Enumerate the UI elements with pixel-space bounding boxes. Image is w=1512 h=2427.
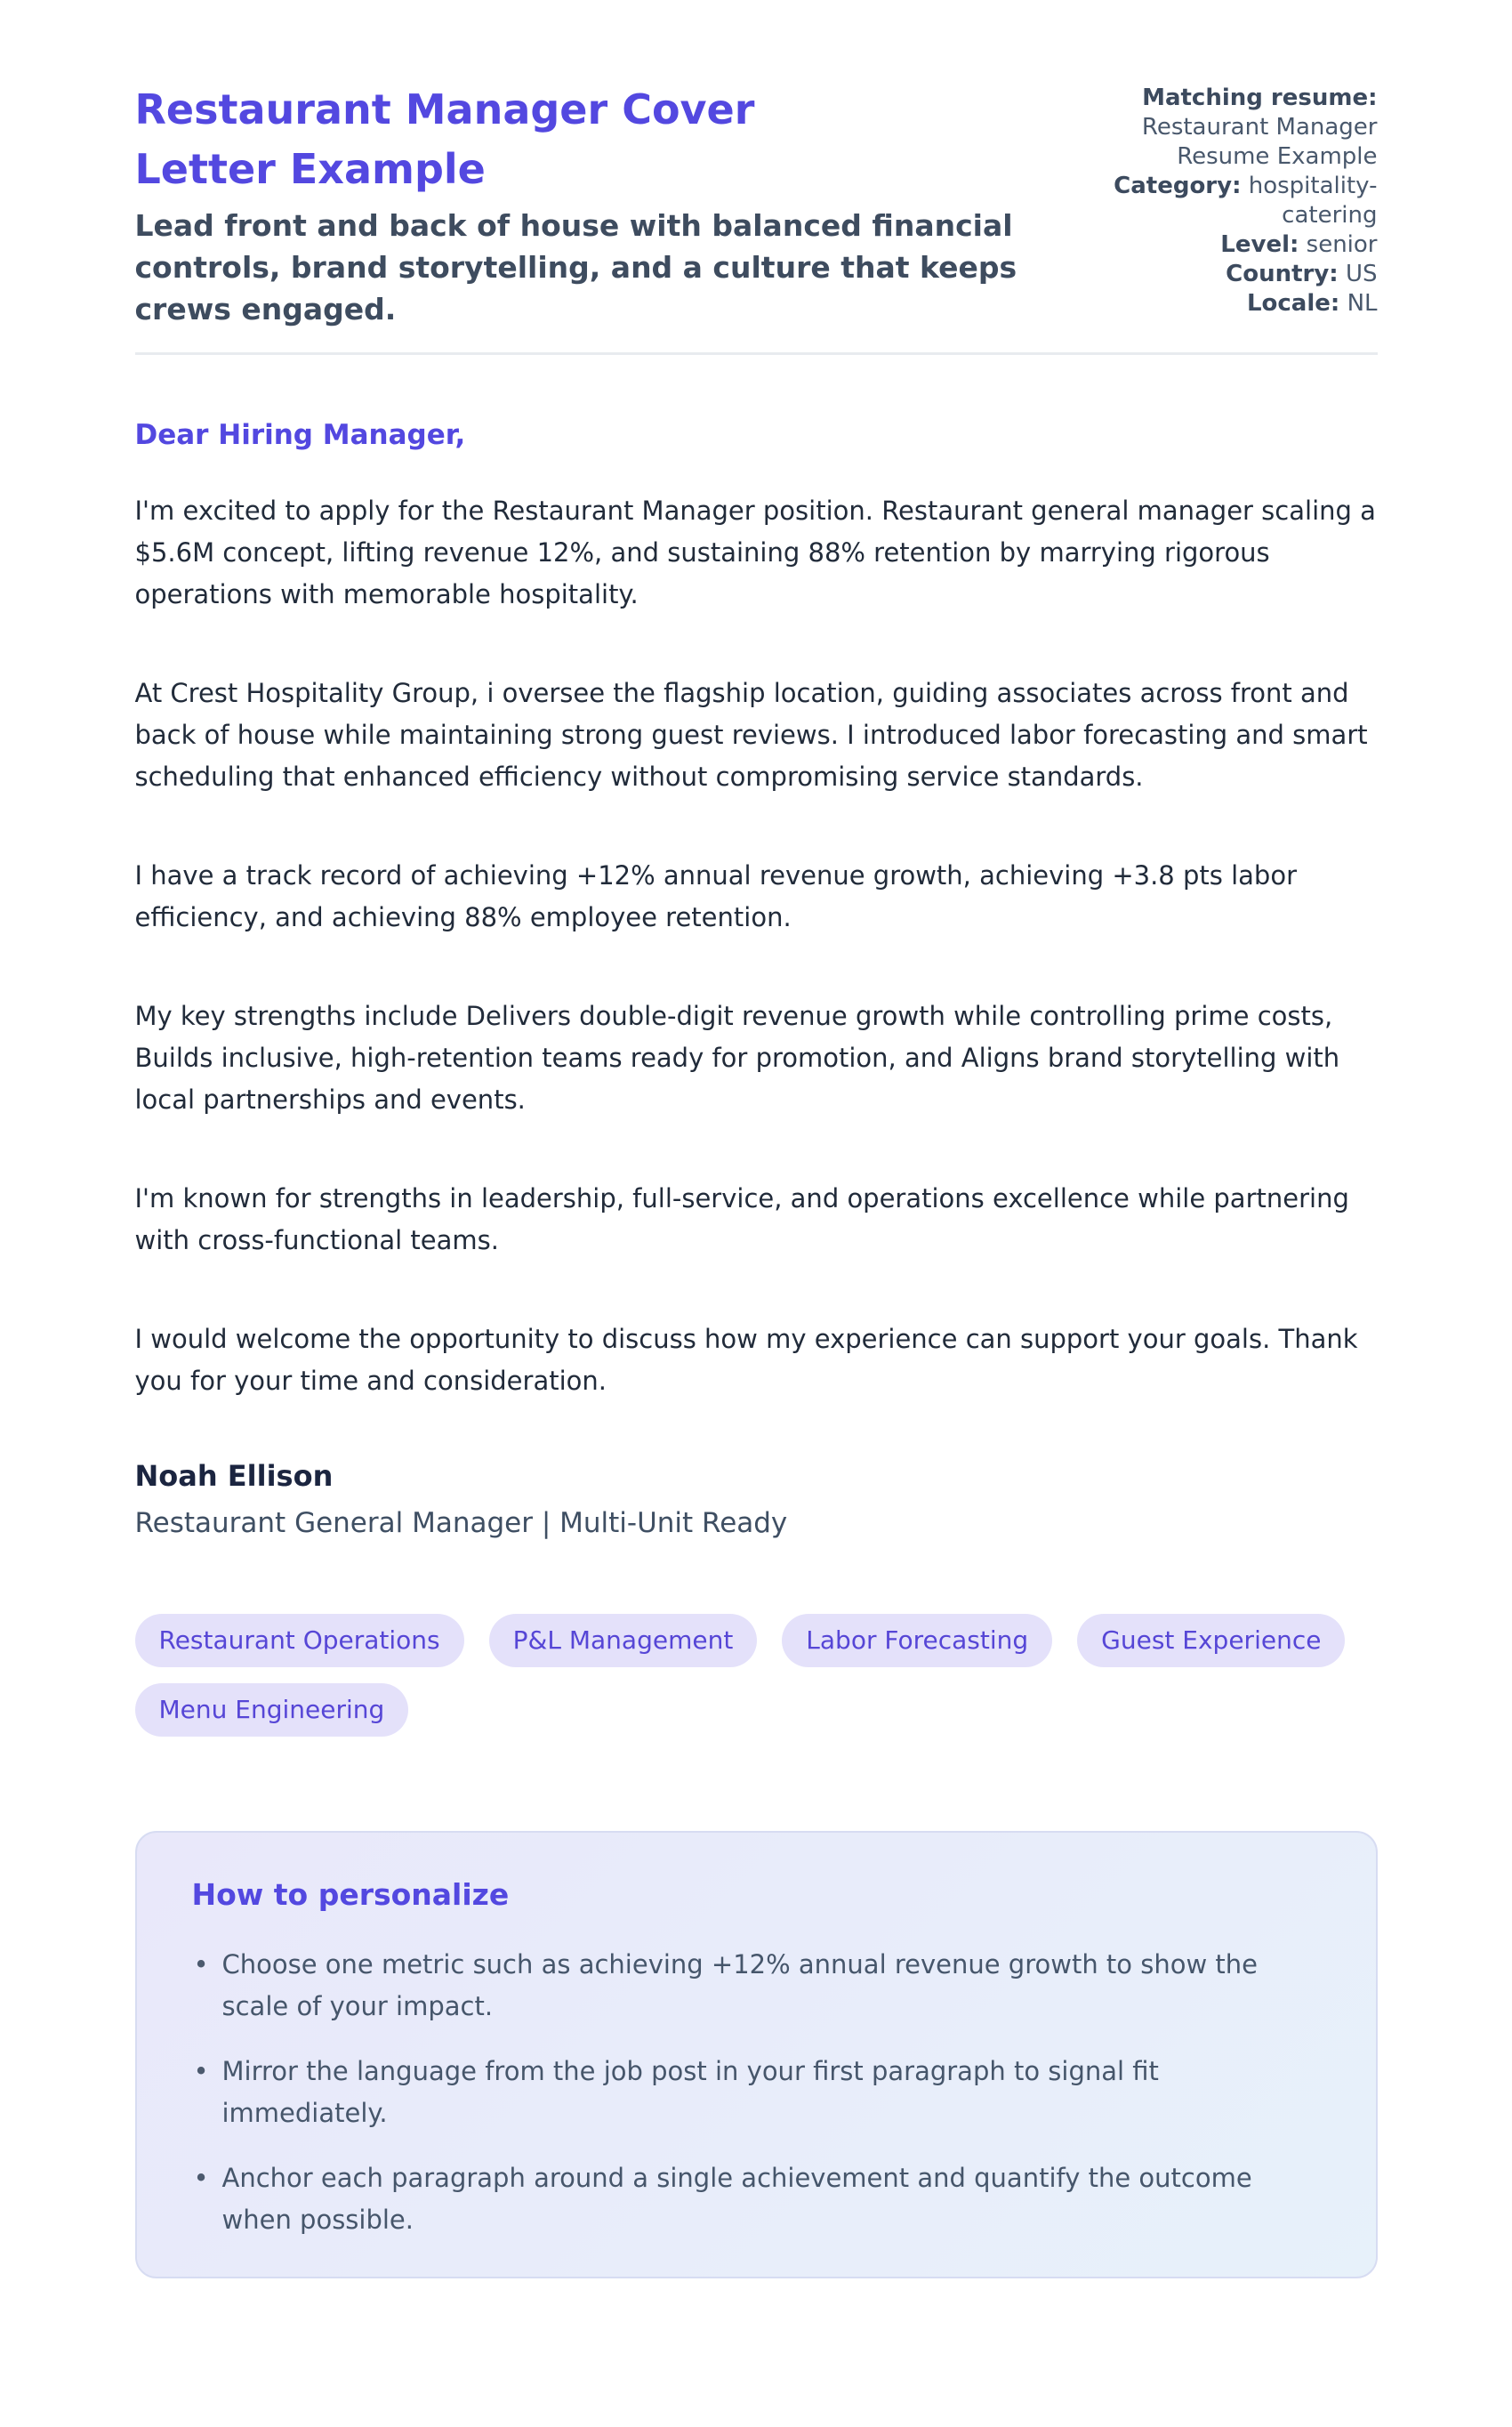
callout-heading: How to personalize — [191, 1876, 510, 1912]
meta-label: Locale: — [1246, 290, 1340, 318]
salutation: Dear Hiring Manager, — [134, 418, 466, 451]
resume-meta-panel — [1106, 80, 1378, 331]
callout-bullet-3: • Anchor each paragraph around a single achievement and quantify the outcome when possible. — [222, 2157, 1272, 2241]
meta-value: US — [1345, 261, 1378, 288]
header-title-block — [135, 80, 1085, 331]
meta-label: Country: — [1226, 261, 1339, 288]
page-title — [135, 80, 1085, 198]
meta-label: Category: — [1114, 173, 1242, 200]
signature-name: Noah Ellison — [134, 1458, 334, 1493]
meta-row-locale — [1106, 289, 1378, 318]
cover-letter-page — [135, 0, 1378, 2364]
letter-paragraph-1: I'm excited to apply for the Restaurant Manager position. Restaurant general manager scaling a $5.6M concept, lifting revenue 12%, and sustaining 88% retention by marrying rigorous operations with memorable hospitality. — [134, 495, 1376, 609]
meta-value: Restaurant Manager Resume Example — [1141, 114, 1378, 171]
meta-label: Matching resume: — [1142, 85, 1378, 111]
skill-tag-menu-engineering: Menu Engineering — [135, 1683, 409, 1737]
letter-paragraph-6: I would welcome the opportunity to discuss how my experience can support your goals. Thank you for your time and consideration. — [134, 1323, 1358, 1396]
page-title-line-1: Restaurant Manager Cover — [134, 85, 755, 133]
skill-tag-restaurant-operations: Restaurant Operations — [135, 1614, 464, 1667]
how-to-personalize-callout — [135, 1831, 1378, 2278]
letter-paragraph-5: I'm known for strengths in leadership, full-service, and operations excellence while partnering with cross-functional teams. — [134, 1182, 1349, 1255]
skill-tag-pl-management: P&L Management — [489, 1614, 758, 1667]
meta-row-category — [1106, 172, 1378, 230]
meta-label: Level: — [1220, 231, 1299, 259]
signature-block — [135, 1459, 1378, 1539]
letter-body — [135, 419, 1378, 1737]
letter-paragraph-3: I have a track record of achieving +12% annual revenue growth, achieving +3.8 pts labor efficiency, and achieving 88% employee retention. — [134, 859, 1297, 932]
letter-paragraph-4: My key strengths include Delivers double-digit revenue growth while controlling prime costs, Builds inclusive, high-retention teams ready for promotion, and Aligns brand storytelling with local partnerships and events. — [134, 1000, 1340, 1115]
meta-value: NL — [1347, 290, 1378, 318]
skill-tag-guest-experience: Guest Experience — [1077, 1614, 1345, 1667]
skill-tag-list — [135, 1614, 1378, 1737]
meta-value: hospitality-catering — [1248, 173, 1378, 230]
page-subtitle: Lead front and back of house with balanced financial controls, brand storytelling, and a culture that keeps crews engaged. — [134, 208, 1017, 327]
callout-bullet-2: • Mirror the language from the job post in your first paragraph to signal fit immediately. — [222, 2051, 1272, 2134]
page-header — [135, 80, 1378, 355]
page-title-line-2: Letter Example — [134, 144, 486, 193]
skill-tag-labor-forecasting: Labor Forecasting — [782, 1614, 1052, 1667]
letter-paragraph-2: At Crest Hospitality Group, i oversee the flagship location, guiding associates across front and back of house while maintaining strong guest reviews. I introduced labor forecasting and smart scheduling that enhanced efficiency without compromising service standards. — [134, 677, 1368, 792]
callout-bullet-list — [192, 1944, 1321, 2241]
callout-bullet-1: • Choose one metric such as achieving +12% annual revenue growth to show the scale of your impact. — [222, 1944, 1272, 2028]
signature-role: Restaurant General Manager | Multi-Unit Ready — [134, 1506, 788, 1539]
meta-row-level — [1106, 230, 1378, 260]
meta-value: senior — [1306, 231, 1378, 259]
meta-row-country — [1106, 260, 1378, 289]
meta-row-matching-resume — [1106, 84, 1378, 172]
